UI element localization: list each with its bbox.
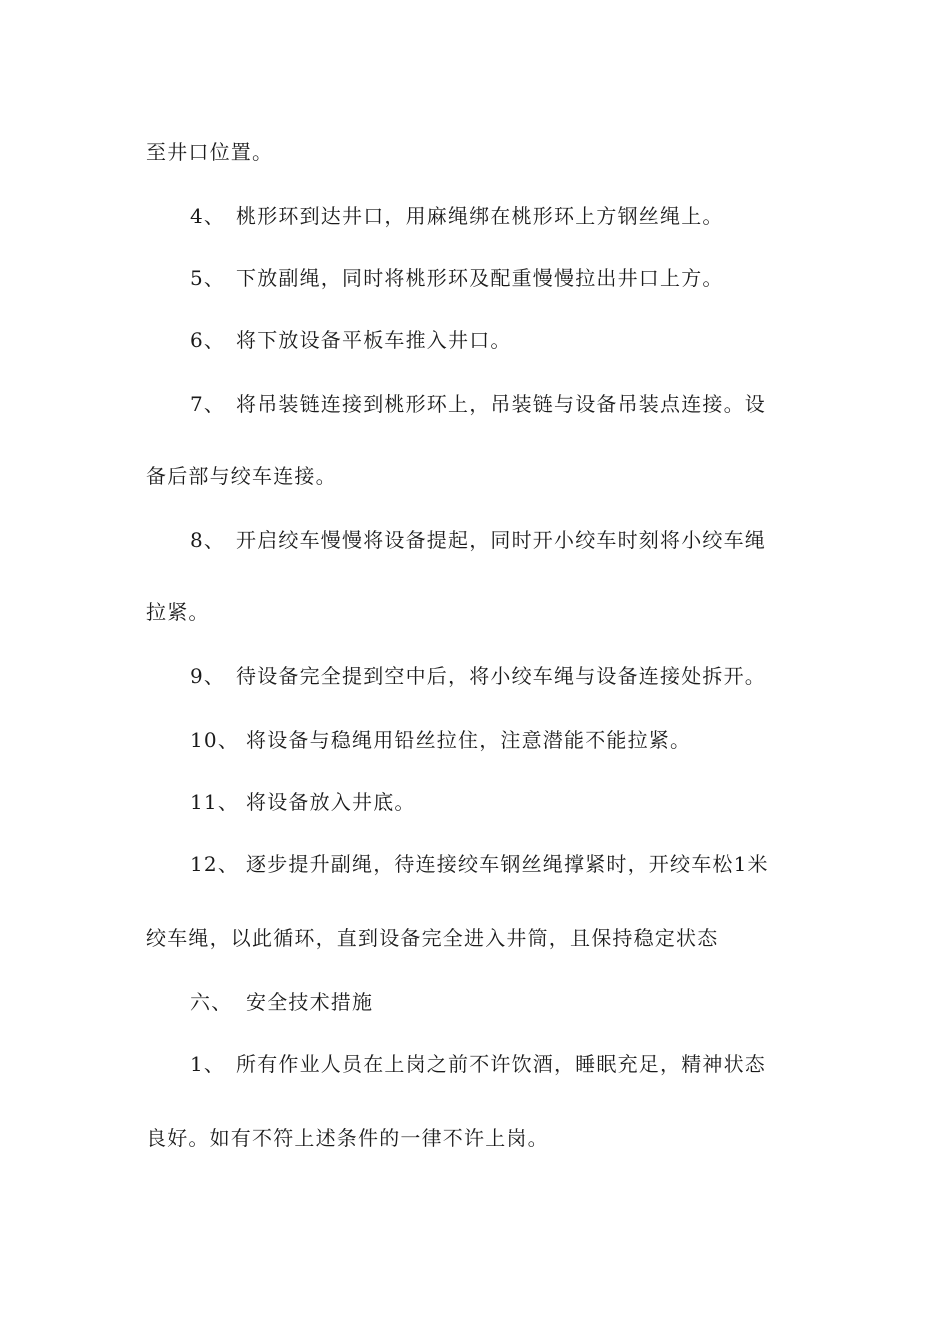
item-number: 7、 (190, 392, 226, 416)
list-item (190, 326, 870, 354)
list-item (190, 526, 870, 554)
list-item (190, 662, 870, 690)
item-number: 6、 (190, 328, 226, 352)
item-number: 1、 (190, 1052, 226, 1076)
line-text: 至井口位置。 (146, 140, 274, 164)
section-title: 安全技术措施 (246, 990, 374, 1014)
item-number: 11、 (190, 790, 240, 814)
line-text: 将设备与稳绳用铅丝拉住，注意潜能不能拉紧。 (246, 728, 692, 752)
list-item (190, 202, 870, 230)
line-text: 所有作业人员在上岗之前不许饮酒，睡眠充足，精神状态 (236, 1052, 766, 1076)
line-text: 开启绞车慢慢将设备提起，同时开小绞车时刻将小绞车绳 (236, 528, 766, 552)
line-text: 桃形环到达井口，用麻绳绑在桃形环上方钢丝绳上。 (236, 204, 724, 228)
paragraph-line (146, 1124, 826, 1152)
list-item (190, 788, 870, 816)
item-number: 12、 (190, 852, 240, 876)
line-text: 待设备完全提到空中后，将小绞车绳与设备连接处拆开。 (236, 664, 766, 688)
line-text: 下放副绳，同时将桃形环及配重慢慢拉出井口上方。 (236, 266, 724, 290)
section-heading (190, 988, 870, 1016)
line-text: 良好。如有不符上述条件的一律不许上岗。 (146, 1126, 549, 1150)
list-item (190, 850, 870, 878)
line-text: 将吊装链连接到桃形环上，吊装链与设备吊装点连接。设 (236, 392, 766, 416)
section-number: 六、 (190, 990, 233, 1014)
paragraph-line (146, 462, 826, 490)
paragraph-line (146, 598, 826, 626)
line-text: 备后部与绞车连接。 (146, 464, 337, 488)
line-text: 将设备放入井底。 (246, 790, 416, 814)
item-number: 10、 (190, 728, 240, 752)
item-number: 5、 (190, 266, 226, 290)
paragraph-line (146, 138, 826, 166)
line-text: 逐步提升副绳，待连接绞车钢丝绳撑紧时，开绞车松1米 (246, 852, 769, 876)
line-text: 绞车绳，以此循环，直到设备完全进入井筒，且保持稳定状态 (146, 926, 719, 950)
list-item (190, 264, 870, 292)
list-item (190, 726, 870, 754)
item-number: 9、 (190, 664, 226, 688)
list-item (190, 1050, 870, 1078)
paragraph-line (146, 924, 826, 952)
line-text: 将下放设备平板车推入井口。 (236, 328, 512, 352)
item-number: 4、 (190, 204, 226, 228)
item-number: 8、 (190, 528, 226, 552)
line-text: 拉紧。 (146, 600, 210, 624)
list-item (190, 390, 870, 418)
